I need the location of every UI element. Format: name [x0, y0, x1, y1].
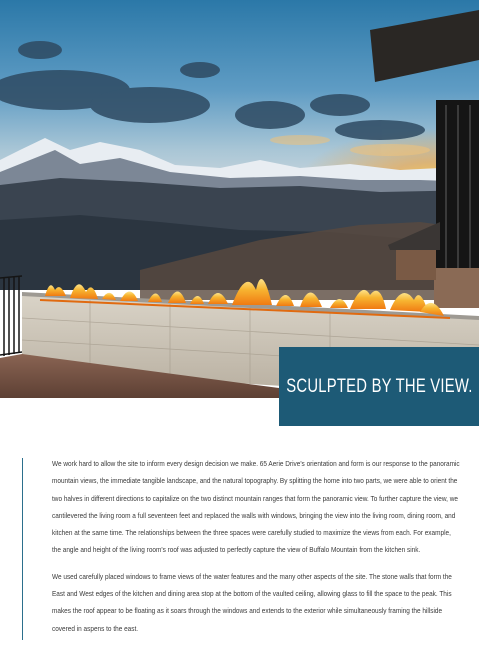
title-panel: [279, 347, 479, 426]
left-vertical-rule: [22, 458, 23, 640]
page-title: SCULPTED BY THE VIEW.: [285, 375, 473, 397]
body-paragraph-2: We used carefully placed windows to frame views of the water features and the many other aspects of the site. The stone walls that form the East and West edges of the kitchen and dining area stop at the bottom of the vaulted ceiling, allowing glass to fill the space to the peak. This makes the roof appear to be floating as it soars through the windows and extends to the exterior while simultaneously framing the hillside covered in aspens to the east.: [52, 571, 452, 633]
body-text: [52, 455, 462, 646]
body-paragraph-1: We work hard to allow the site to inform every design decision we make. 65 Aerie Drive's orientation and form is our response to the panoramic mountain views, the immediate tangible landscape, and the natural topography. By splitting the home into two parts, we were able to orient the two halves in different directions to capitalize on the two distinct mountain ranges that form the panoramic view. To further capture the view, we cantilevered the living room a full seventeen feet and replaced the walls with windows, bringing the view into the living room, dining room, and kitchen at the same time. The relationships between the three spaces were carefully studied to maximize the views from each. For example, the angle and height of the living room's roof was adjusted to perfectly capture the view of Buffalo Mountain from the kitchen sink.: [52, 459, 460, 555]
